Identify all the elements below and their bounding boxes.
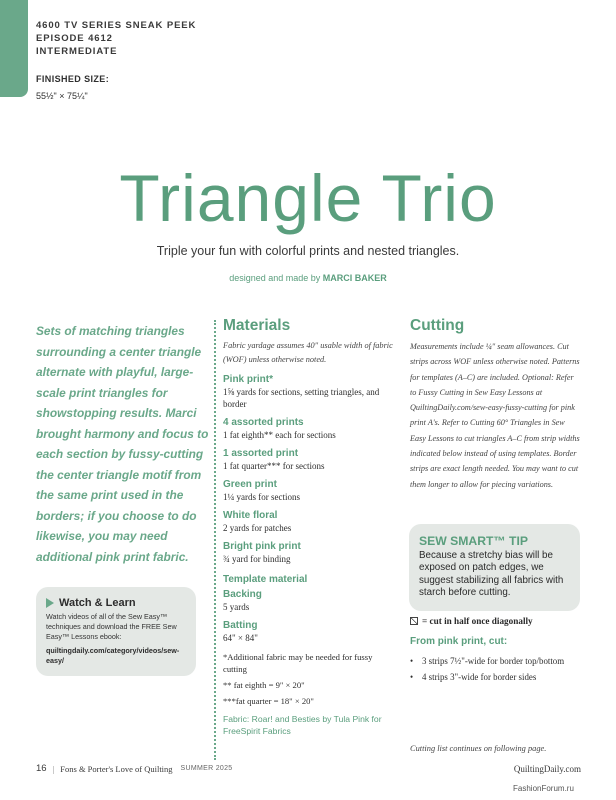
material-name: Backing [223, 589, 262, 600]
material-desc: 5 yards [223, 602, 250, 612]
cutting-title: Cutting [410, 317, 465, 334]
page-subtitle: Triple your fun with colorful prints and nested triangles. [156, 244, 460, 258]
materials-title: Materials [223, 317, 291, 334]
material-item [223, 448, 398, 472]
footnote: *Additional fabric may be needed for fussy cutting [223, 652, 373, 674]
watch-learn-link[interactable]: quiltingdaily.com/category/videos/sew-easy/ [46, 646, 180, 665]
cut-legend [410, 616, 533, 626]
material-desc: 1⅝ yards for sections, setting triangles, and border [223, 387, 380, 409]
list-item: • 3 strips 7½"-wide for border top/bottom [410, 654, 582, 670]
material-item [223, 479, 398, 503]
tip-title: SEW SMART™ TIP [419, 534, 529, 548]
material-desc: ¾ yard for binding [223, 554, 291, 564]
material-item [223, 510, 398, 534]
continued-note: Cutting list continues on following page. [410, 744, 547, 753]
material-item [223, 374, 398, 410]
page-footer [36, 763, 581, 774]
materials-note: Fabric yardage assumes 40" usable width of fabric (WOF) unless otherwise noted. [223, 341, 393, 364]
page-number: 16 [36, 763, 47, 774]
watch-learn-title: Watch & Learn [59, 597, 136, 609]
material-name: Pink print* [223, 374, 274, 385]
series-header [36, 19, 196, 58]
intro-paragraph: Sets of matching triangles surrounding a center triangle alternate with playful, large-scale print triangles for showstopping results. Marci brought harmony and focus to each section by fussy-cutting the center triangle motif from the same print used in the borders; if you choose to do likewise, you may need additional pink print fabric. [36, 324, 209, 564]
footer-separator: | [52, 763, 55, 774]
column-divider [214, 320, 216, 760]
template-material-heading: Template material [223, 574, 308, 585]
byline-prefix: designed and made by [229, 273, 321, 283]
publication-name: Fons & Porter's Love of Quilting [60, 763, 173, 774]
list-item: • 4 strips 3"-wide for border sides [410, 670, 582, 686]
watch-learn-box [36, 587, 196, 676]
finished-size [36, 71, 109, 105]
byline [0, 273, 616, 283]
watermark: FashionForum.ru [513, 784, 574, 793]
material-desc: 2 yards for patches [223, 523, 292, 533]
material-desc: 1 fat quarter*** for sections [223, 461, 325, 471]
diagonal-cut-icon [410, 617, 418, 625]
issue-season: SUMMER 2025 [180, 765, 233, 772]
material-desc: 64" × 84" [223, 633, 258, 643]
sew-smart-tip [409, 524, 580, 611]
footnote: ***fat quarter = 18" × 20" [223, 696, 314, 706]
material-name: 4 assorted prints [223, 417, 304, 428]
episode-line: EPISODE 4612 [36, 33, 113, 44]
material-name: Batting [223, 620, 258, 631]
skill-level: INTERMEDIATE [36, 46, 118, 57]
footer-site: QuiltingDaily.com [513, 763, 581, 774]
cutting-section [410, 317, 582, 492]
material-desc: 1¼ yards for sections [223, 492, 300, 502]
watch-learn-heading [46, 597, 188, 609]
cut-list [410, 654, 582, 685]
watch-learn-body: Watch videos of all of the Sew Easy™ techniques and download the FREE Sew Easy™ Lessons ebook: [46, 612, 177, 641]
material-desc: 1 fat eighth** each for sections [223, 430, 336, 440]
finished-size-value: 55½" × 75¼" [36, 91, 88, 101]
cut-legend-text: = cut in half once diagonally [422, 616, 533, 626]
material-item [223, 417, 398, 441]
play-icon [46, 598, 54, 608]
cut-subheading: From pink print, cut: [410, 636, 508, 647]
material-name: Green print [223, 479, 277, 490]
cutting-note: Measurements include ¼" seam allowances. Cut strips across WOF unless otherwise noted. Patterns for templates (A–C) are included. Optional: Refer to Fussy Cutting in Sew Easy Lessons at QuiltingDaily.com/sew-easy-fussy-cutting for pink print A's. Refer to Cutting 60° Triangles in Sew Easy Lessons to cut triangles A–C from strip widths indicated below instead of using templates. Border strips are exact length needed. You may want to cut them longer to allow for piecing variations. [410, 342, 580, 489]
finished-size-label: FINISHED SIZE: [36, 74, 110, 84]
material-name: 1 assorted print [223, 448, 299, 459]
page-title: Triangle Trio [119, 161, 497, 235]
footnote: ** fat eighth = 9" × 20" [223, 680, 305, 690]
material-item [223, 541, 398, 565]
fabric-credit: Fabric: Roar! and Besties by Tula Pink for FreeSpirit Fabrics [223, 714, 382, 736]
designer-name: MARCI BAKER [322, 273, 387, 283]
material-name: White floral [223, 510, 278, 521]
material-item [223, 620, 398, 644]
series-line: 4600 TV SERIES SNEAK PEEK [36, 20, 197, 31]
tip-body: Because a stretchy bias will be exposed on patch edges, we suggest stabilizing all fabrics with starch before cutting. [419, 550, 564, 599]
material-name: Bright pink print [223, 541, 301, 552]
material-item [223, 589, 398, 613]
materials-section [223, 317, 398, 737]
green-corner-tab [0, 0, 28, 97]
